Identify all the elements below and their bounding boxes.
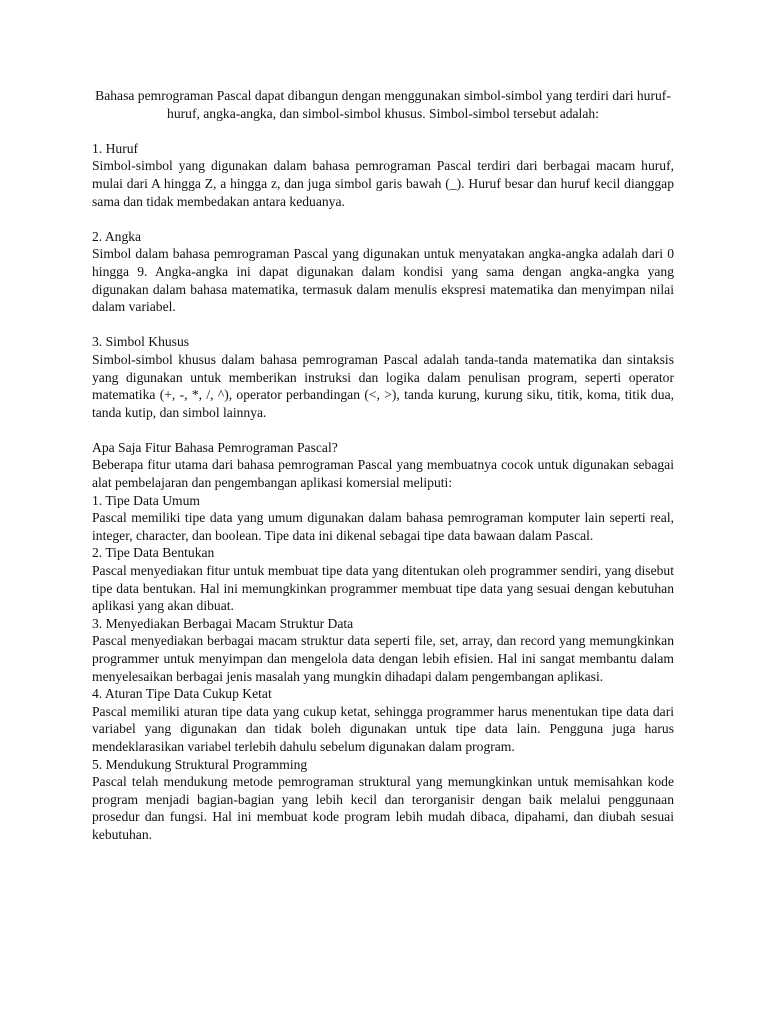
feature-body-tipe-data-bentukan: Pascal menyediakan fitur untuk membuat tipe data yang ditentukan oleh programmer sendiri, yang disebut tipe data bentukan. Hal ini memungkinkan programmer membuat tipe data yang sesuai dengan kebutuhan aplikasi yang akan dibuat. [92, 563, 674, 614]
feature-body-struktur-data: Pascal menyediakan berbagai macam struktur data seperti file, set, array, dan record yang memungkinkan programmer untuk menyimpan dan mengelola data dengan lebih efisien. Hal ini sangat membantu dalam menyelesaikan berbagai jenis masalah yang mungkin dihadapi dalam pengembangan aplikasi. [92, 633, 674, 684]
section-body-simbol-khusus: Simbol-simbol khusus dalam bahasa pemrograman Pascal adalah tanda-tanda matematika dan sintaksis yang digunakan untuk memberikan instruksi dan logika dalam penulisan program, seperti operator matematika (+, -, *, /, ^), operator perbandingan (<, >), tanda kurung, kurung siku, titik, koma, titik dua, tanda kutip, dan simbol lainnya. [92, 351, 674, 420]
spacer [92, 210, 674, 228]
feature-heading-struktural-programming: 5. Mendukung Struktural Programming [92, 756, 308, 772]
feature-body-aturan-tipe-data: Pascal memiliki aturan tipe data yang cukup ketat, sehingga programmer harus menentukan tipe data dari variabel yang digunakan dan tidak boleh digunakan untuk tipe data lain. Pengguna juga harus mendeklarasikan variabel terlebih dahulu sebelum digunakan dalam program. [92, 703, 674, 754]
spacer [92, 122, 674, 140]
feature-heading-aturan-tipe-data: 4. Aturan Tipe Data Cukup Ketat [92, 686, 272, 702]
feature-body-tipe-data-umum: Pascal memiliki tipe data yang umum digunakan dalam bahasa pemrograman komputer lain seperti real, integer, character, dan boolean. Tipe data ini dikenal sebagai tipe data bawaan dalam Pascal. [92, 510, 674, 543]
feature-heading-tipe-data-bentukan: 2. Tipe Data Bentukan [92, 545, 215, 561]
section-heading-angka: 2. Angka [92, 228, 142, 244]
features-intro: Beberapa fitur utama dari bahasa pemrograman Pascal yang membuatnya cocok untuk digunakan sebagai alat pembelajaran dan pengembangan aplikasi komersial meliputi: [92, 457, 674, 491]
spacer [92, 316, 674, 334]
feature-heading-struktur-data: 3. Menyediakan Berbagai Macam Struktur Data [92, 615, 354, 631]
section-heading-simbol-khusus: 3. Simbol Khusus [92, 334, 190, 350]
document-content [92, 87, 674, 844]
section-heading-huruf: 1. Huruf [92, 140, 139, 156]
section-body-angka: Simbol dalam bahasa pemrograman Pascal yang digunakan untuk menyatakan angka-angka adalah dari 0 hingga 9. Angka-angka ini dapat digunakan dalam kondisi yang sama dengan angka-angka yang digunakan dalam bahasa matematika, termasuk dalam menulis ekspresi matematika dan menyimpan nilai dalam variabel. [92, 246, 674, 315]
spacer [92, 421, 674, 439]
feature-heading-tipe-data-umum: 1. Tipe Data Umum [92, 492, 200, 508]
features-title: Apa Saja Fitur Bahasa Pemrograman Pascal? [92, 439, 338, 455]
intro-paragraph: Bahasa pemrograman Pascal dapat dibangun dengan menggunakan simbol-simbol yang terdiri dari huruf-huruf, angka-angka, dan simbol-simbol khusus. Simbol-simbol tersebut adalah: [95, 88, 671, 121]
feature-body-struktural-programming: Pascal telah mendukung metode pemrograman struktural yang memungkinkan untuk memisahkan kode program menjadi bagian-bagian yang lebih kecil dan terorganisir dengan baik melalui penggunaan prosedur dan fungsi. Hal ini membuat kode program lebih mudah dibaca, dipahami, dan diubah sesuai kebutuhan. [92, 774, 674, 842]
section-body-huruf: Simbol-simbol yang digunakan dalam bahasa pemrograman Pascal terdiri dari berbagai macam huruf, mulai dari A hingga Z, a hingga z, dan juga simbol garis bawah (_). Huruf besar dan huruf kecil dianggap sama dan tidak membedakan antara keduanya. [92, 158, 674, 209]
